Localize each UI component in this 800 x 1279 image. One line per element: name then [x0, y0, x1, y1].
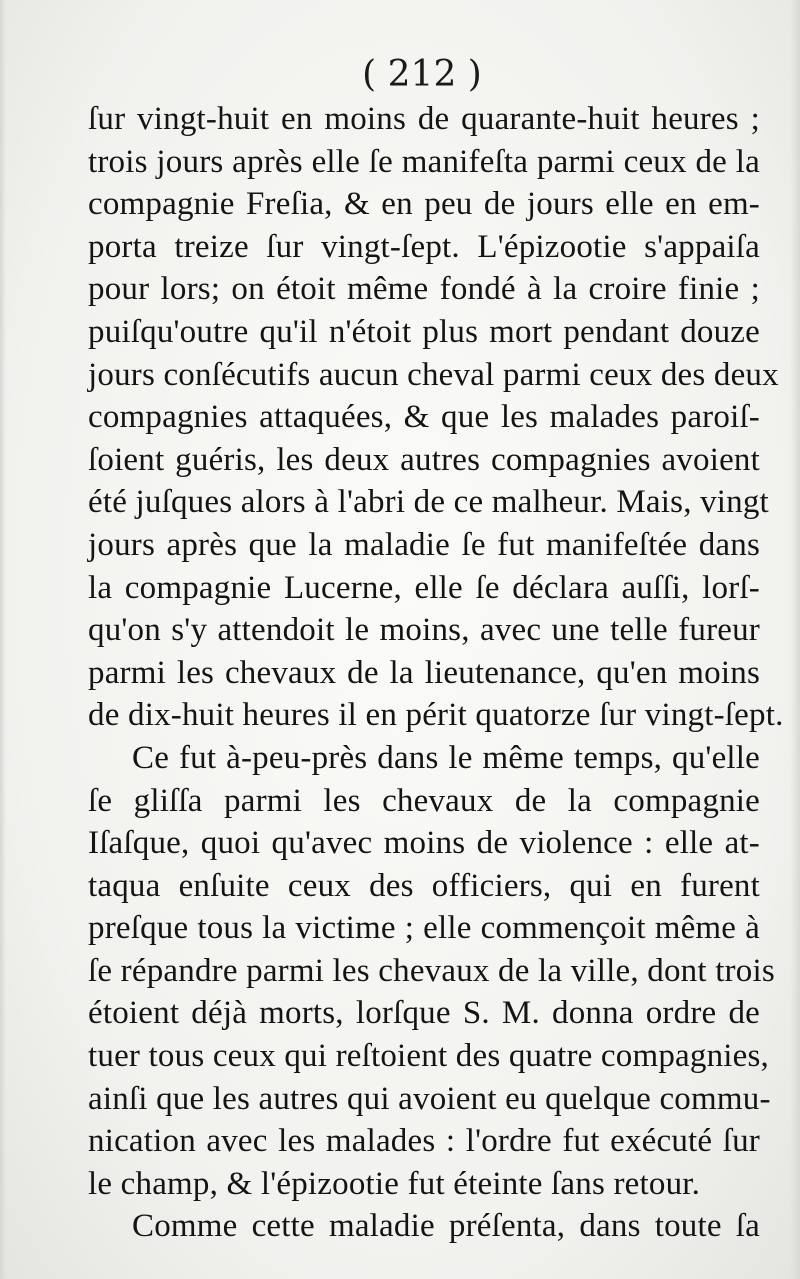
text-line: pour lors; on étoit même fondé à la croire finie ;: [88, 271, 760, 308]
text-line: nication avec les malades : l'ordre fut exécuté ſur: [88, 1123, 760, 1160]
text-line: la compagnie Lucerne, elle ſe déclara auſſi, lorſ-: [88, 569, 760, 606]
text-line: trois jours après elle ſe manifeſta parmi ceux de la: [88, 143, 760, 180]
text-line: tuer tous ceux qui reſtoient des quatre compagnies,: [88, 1038, 769, 1075]
text-line: Comme cette maladie préſenta, dans toute ſa: [132, 1208, 760, 1245]
page-number: ( 212 ): [362, 54, 482, 95]
text-line: ainſi que les autres qui avoient eu quelque commu-: [88, 1080, 771, 1117]
text-line: jours après que la maladie ſe fut manifeſtée dans: [88, 526, 760, 563]
text-line: été juſques alors à l'abri de ce malheur. Mais, vingt: [88, 484, 769, 521]
text-line: compagnie Freſia, & en peu de jours elle en em-: [88, 186, 760, 223]
text-line: qu'on s'y attendoit le moins, avec une telle fureur: [88, 612, 760, 649]
page-edge-shadow-right: [790, 0, 800, 1279]
text-line: ſe répandre parmi les chevaux de la ville, dont trois: [88, 952, 775, 989]
text-line: le champ, & l'épizootie fut éteinte ſans retour.: [88, 1165, 701, 1202]
body-text: [88, 98, 784, 1248]
text-line: jours conſécutifs aucun cheval parmi ceux des deux: [88, 356, 779, 393]
text-line: ſoient guéris, les deux autres compagnies avoient: [88, 441, 760, 478]
text-line: porta treize ſur vingt-ſept. L'épizootie s'appaiſa: [88, 228, 760, 265]
text-line: Ce fut à-peu-près dans le même temps, qu'elle: [132, 739, 760, 776]
text-line: parmi les chevaux de la lieutenance, qu'en moins: [88, 654, 760, 691]
text-line: compagnies attaquées, & que les malades paroiſ-: [88, 399, 760, 436]
text-line: puiſqu'outre qu'il n'étoit plus mort pendant douze: [88, 313, 760, 350]
text-line: taqua enſuite ceux des officiers, qui en furent: [88, 867, 760, 904]
text-line: Iſaſque, quoi qu'avec moins de violence : elle at-: [88, 825, 760, 862]
text-line: étoient déjà morts, lorſque S. M. donna ordre de: [88, 995, 760, 1032]
text-line: ſe gliſſa parmi les chevaux de la compagnie: [88, 782, 760, 819]
page-edge-shadow: [0, 0, 6, 1279]
text-line: de dix-huit heures il en périt quatorze ſur vingt-ſept.: [88, 697, 784, 734]
text-line: preſque tous la victime ; elle commençoit même à: [88, 910, 760, 947]
text-line: ſur vingt-huit en moins de quarante-huit heures ;: [88, 101, 760, 137]
